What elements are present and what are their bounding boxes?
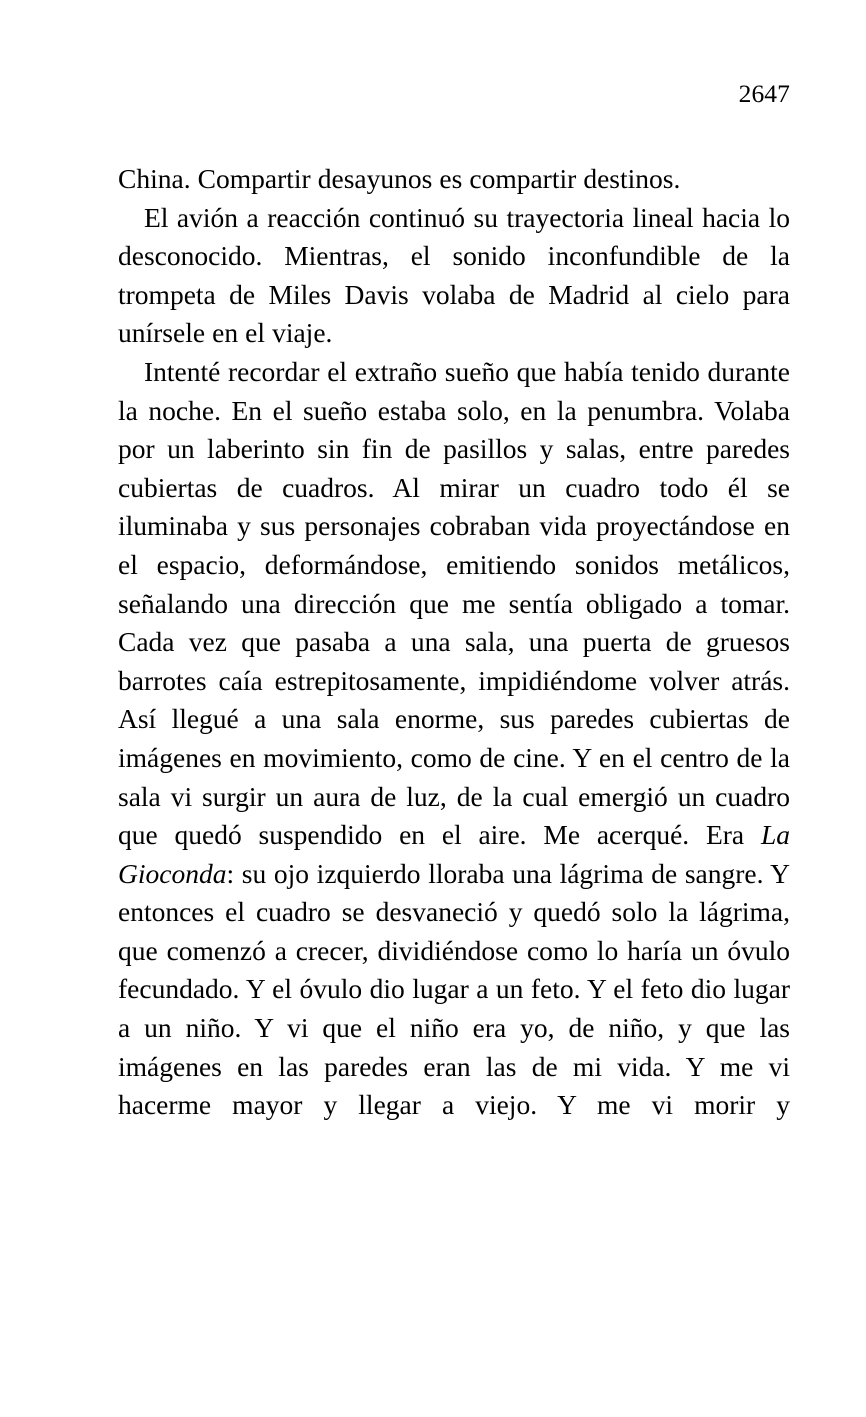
paragraph-sueno-text-after-title: : su ojo izquierdo lloraba una lágrima de sangre. Y entonces el cuadro se desvaneció y quedó solo la lágrima, que comenzó a crecer, dividiéndose como lo haría un óvulo fecundado. Y el óvulo dio lugar a un feto. Y el feto dio lugar a un niño. Y vi que el niño era yo, de niño, y que las imágenes en las paredes eran las de mi vida. Y me vi hacerme mayor y llegar a viejo. Y me vi morir y (118, 857, 790, 1121)
paragraph-avion: El avión a reacción continuó su trayectoria lineal hacia lo desconocido. Mientras, el sonido inconfundible de la trompeta de Miles Davis volaba de Madrid al cielo para unírsele en el viaje. (118, 201, 790, 349)
artwork-title-la-gioconda: La Gioconda (118, 819, 790, 889)
paragraph-sueno-text-before-title: Intenté recordar el extraño sueño que había tenido durante la noche. En el sueño estaba solo, en la penumbra. Volaba por un laberinto sin fin de pasillos y salas, entre paredes cubiertas de cuadros. Al mirar un cuadro todo él se iluminaba y sus personajes cobraban vida proyectándose en el espacio, deformándose, emitiendo sonidos metálicos, señalando una dirección que me sentía obligado a tomar. Cada vez que pasaba a una sala, una puerta de gruesos barrotes caía estrepitosamente, impidiéndome volver atrás. Así llegué a una sala enorme, sus paredes cubiertas de imágenes en movimiento, como de cine. Y en el centro de la sala vi surgir un aura de luz, de la cual emergió un cuadro que quedó suspendido en el aire. Me acerqué. Era (118, 355, 790, 851)
page-number: 2647 (738, 79, 790, 108)
page-text-body (118, 160, 790, 1125)
paragraph-sueno (118, 353, 790, 1125)
paragraph-china: China. Compartir desayunos es compartir destinos. (118, 163, 681, 194)
